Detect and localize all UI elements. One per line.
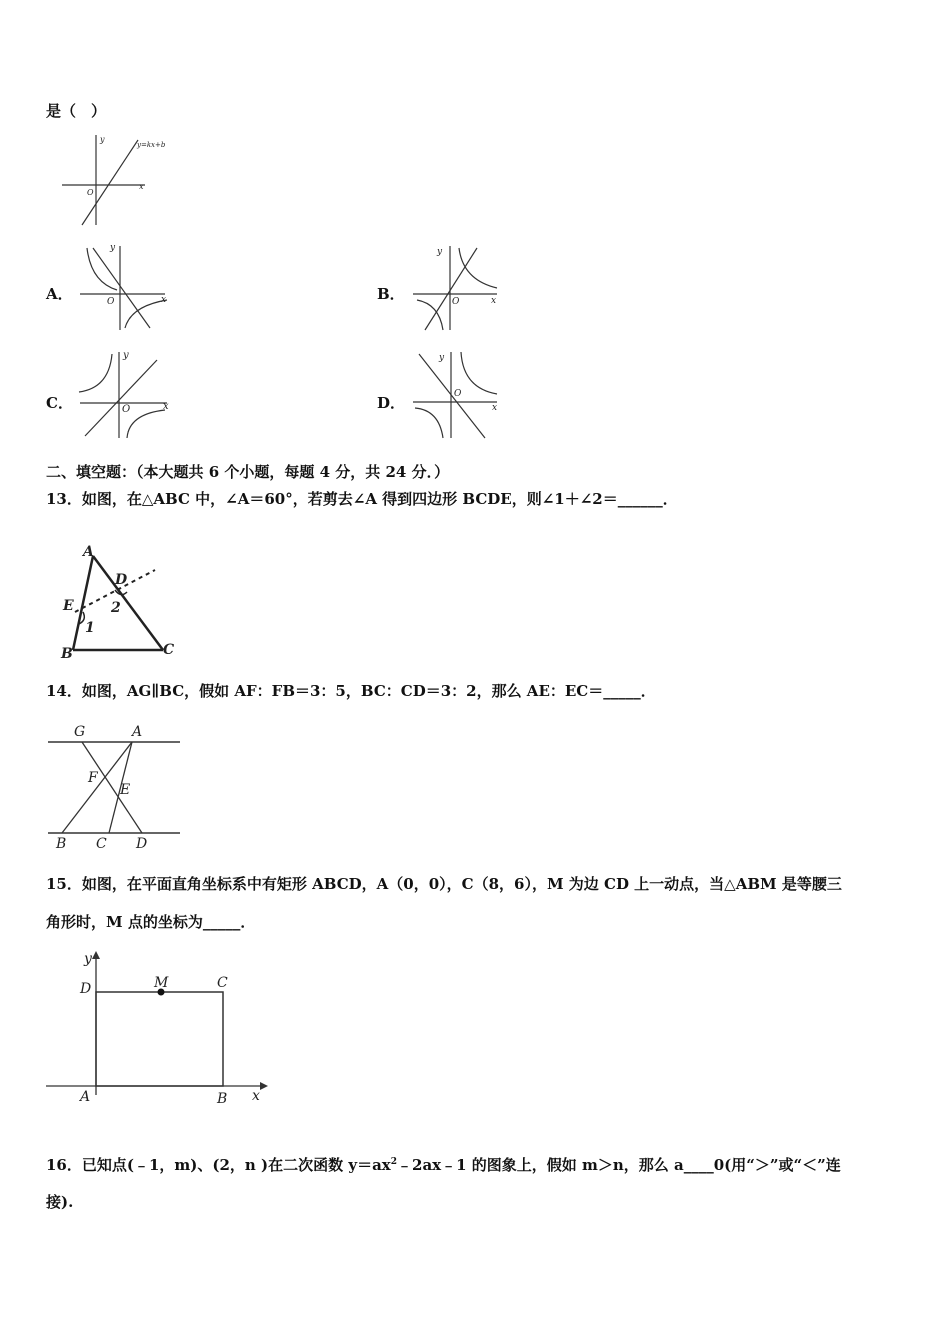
label-a: A: [132, 724, 143, 740]
option-c-graph[interactable]: [75, 348, 175, 440]
y-axis-label: y: [110, 243, 116, 253]
line-graph: [82, 140, 138, 225]
hyperbola-branch-2: [127, 410, 165, 438]
line-equation-label: y=kx+b: [137, 141, 166, 149]
label-x: x: [252, 1088, 260, 1104]
q12-text-tail: 是（ ）: [46, 102, 107, 120]
origin-label: O: [122, 404, 131, 415]
label-f: F: [88, 770, 98, 786]
q16-text-part-a: 16．已知点(﹣1，m)、(2，n )在二次函数 y＝ax: [46, 1156, 391, 1174]
hyperbola-branch-1: [79, 354, 112, 392]
option-b-graph[interactable]: [405, 242, 505, 334]
origin-label: O: [452, 297, 460, 307]
label-b: B: [56, 836, 67, 852]
label-e: E: [63, 598, 74, 614]
line-graph: [85, 360, 157, 436]
label-angle-1: 1: [85, 620, 95, 636]
hyperbola-branch-2: [415, 408, 443, 438]
hyperbola-branch-1: [87, 248, 117, 290]
option-b-label[interactable]: B．: [377, 285, 405, 303]
hyperbola-branch-1: [461, 352, 497, 394]
q16-text-line2: 接).: [46, 1193, 74, 1211]
q16-text-line1: [46, 1155, 841, 1175]
line-graph: [419, 354, 485, 438]
q16-exponent: 2: [390, 1157, 398, 1167]
option-a-label[interactable]: A．: [46, 285, 73, 303]
section-heading: 二、填空题：（本大题共 6 个小题，每题 4 分，共 24 分．）: [46, 463, 450, 481]
option-a-graph[interactable]: [75, 242, 175, 334]
origin-label: O: [107, 297, 115, 307]
q13-triangle-figure: [55, 540, 185, 662]
y-axis-label: y: [123, 350, 129, 361]
y-axis-arrow-icon: [92, 951, 100, 959]
option-c-label[interactable]: C．: [46, 394, 73, 412]
line-graph: [425, 248, 477, 330]
q16-text-part-b: ﹣2ax﹣1 的图象上，假如 m＞n，那么 a____0(用“＞”或“＜”连: [397, 1156, 841, 1174]
origin-label: O: [454, 389, 462, 399]
label-a: A: [83, 544, 94, 560]
q15-text-line2: 角形时，M 点的坐标为_____．: [46, 913, 256, 931]
label-c: C: [96, 836, 107, 852]
label-b: B: [217, 1091, 228, 1107]
label-d: D: [115, 572, 128, 588]
x-axis-label: x: [491, 296, 497, 306]
label-c: C: [217, 975, 228, 991]
label-y: y: [84, 951, 92, 967]
label-b: B: [61, 646, 73, 662]
x-axis-label: x: [492, 403, 498, 413]
label-m: M: [154, 975, 169, 991]
q14-text: 14．如图，AG∥BC，假如 AF：FB＝3：5，BC：CD＝3：2，那么 AE：EC＝_____．: [46, 682, 656, 700]
label-a: A: [80, 1089, 91, 1105]
y-axis-label: y: [437, 247, 443, 257]
origin-label: O: [87, 188, 94, 197]
label-angle-2: 2: [111, 600, 121, 616]
x-axis-arrow-icon: [260, 1082, 268, 1090]
q13-text: 13．如图，在△ABC 中，∠A＝60°，若剪去∠A 得到四边形 BCDE，则∠1＋∠2＝______．: [46, 490, 678, 508]
x-axis-label: x: [139, 182, 144, 191]
option-d-graph[interactable]: [405, 348, 505, 440]
label-d: D: [80, 981, 92, 997]
line-graph: [93, 248, 150, 328]
y-axis-label: y: [439, 353, 445, 363]
x-axis-label: x: [161, 295, 167, 305]
label-e: E: [120, 782, 131, 798]
label-c: C: [163, 642, 175, 658]
q12-stem-graph: [60, 130, 180, 230]
hyperbola-branch-2: [417, 300, 443, 330]
q14-parallel-figure: [44, 720, 184, 852]
q15-text-line1: 15．如图，在平面直角坐标系中有矩形 ABCD，A（0，0），C（8，6），M 为边 CD 上一动点，当△ABM 是等腰三: [46, 875, 842, 893]
y-axis-label: y: [100, 135, 105, 144]
x-axis-label: x: [163, 401, 169, 412]
q15-rectangle-figure: [44, 945, 274, 1110]
label-g: G: [74, 724, 86, 740]
side-ac: [93, 556, 163, 650]
option-d-label[interactable]: D．: [377, 394, 406, 412]
rectangle-abcd: [96, 992, 223, 1086]
label-d: D: [136, 836, 148, 852]
